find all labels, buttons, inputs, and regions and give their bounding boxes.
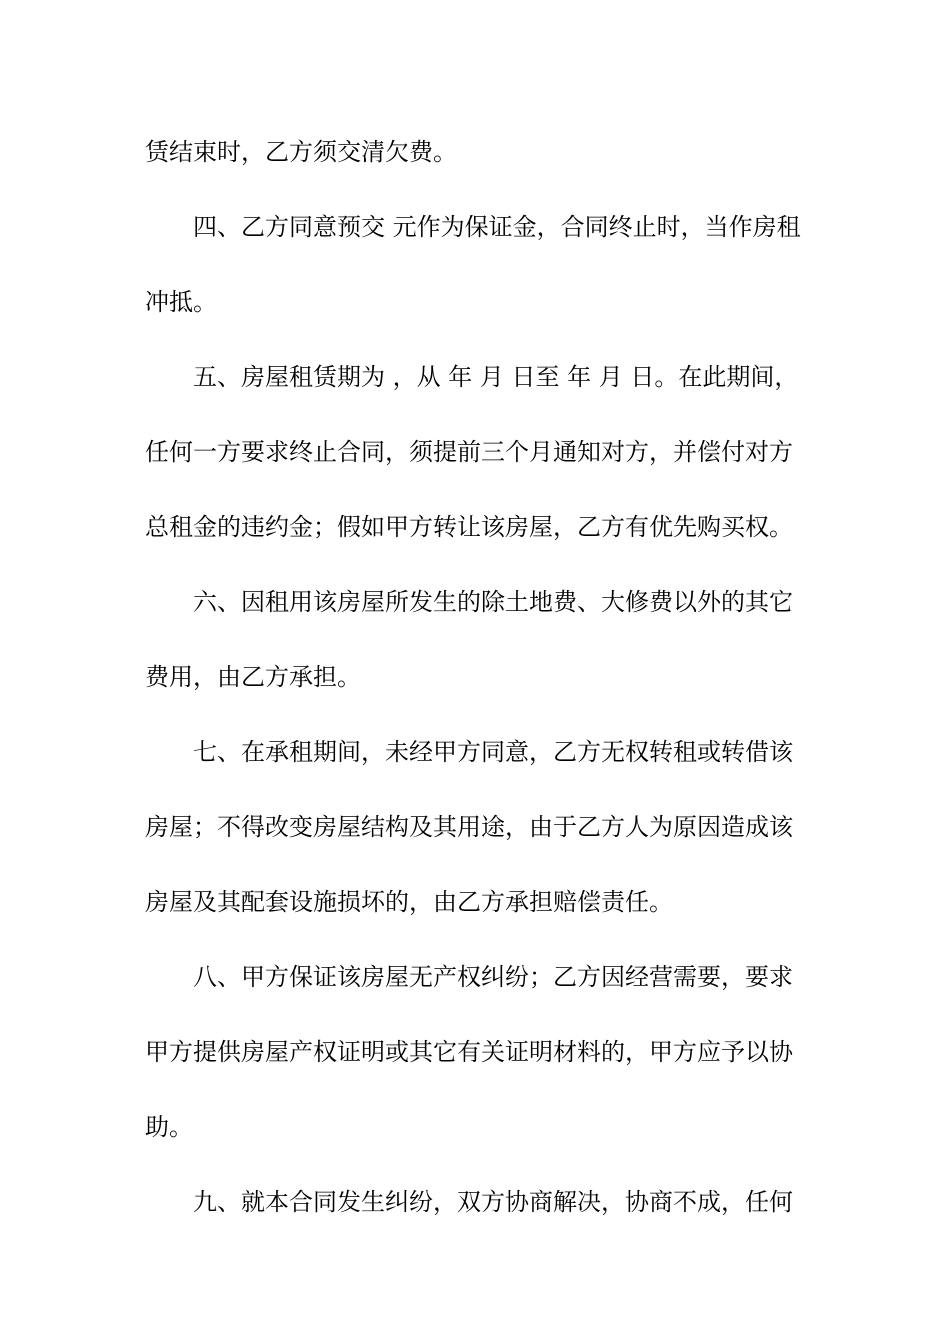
clause-7-line: 七、在承租期间，未经甲方同意，乙方无权转租或转借该	[193, 738, 793, 766]
clause-5-line: 五、房屋租赁期为 ，从 年 月 日至 年 月 日。在此期间，	[193, 363, 799, 391]
text-line: 房屋及其配套设施损坏的，由乙方承担赔偿责任。	[145, 888, 673, 916]
clause-4-line: 四、乙方同意预交 元作为保证金，合同终止时，当作房租	[193, 213, 801, 241]
text-line: 房屋；不得改变房屋结构及其用途，由于乙方人为原因造成该	[145, 813, 793, 841]
text-line: 助。	[145, 1113, 193, 1141]
clause-9-line: 九、就本合同发生纠纷，双方协商解决，协商不成，任何	[193, 1188, 793, 1216]
text-line: 甲方提供房屋产权证明或其它有关证明材料的，甲方应予以协	[145, 1038, 793, 1066]
text-line: 冲抵。	[145, 288, 217, 316]
clause-6-line: 六、因租用该房屋所发生的除土地费、大修费以外的其它	[193, 588, 793, 616]
text-line: 费用，由乙方承担。	[145, 663, 361, 691]
text-line: 任何一方要求终止合同，须提前三个月通知对方，并偿付对方	[145, 438, 793, 466]
clause-8-line: 八、甲方保证该房屋无产权纠纷；乙方因经营需要，要求	[193, 963, 793, 991]
text-line: 赁结束时，乙方须交清欠费。	[145, 138, 457, 166]
text-line: 总租金的违约金；假如甲方转让该房屋，乙方有优先购买权。	[145, 513, 793, 541]
